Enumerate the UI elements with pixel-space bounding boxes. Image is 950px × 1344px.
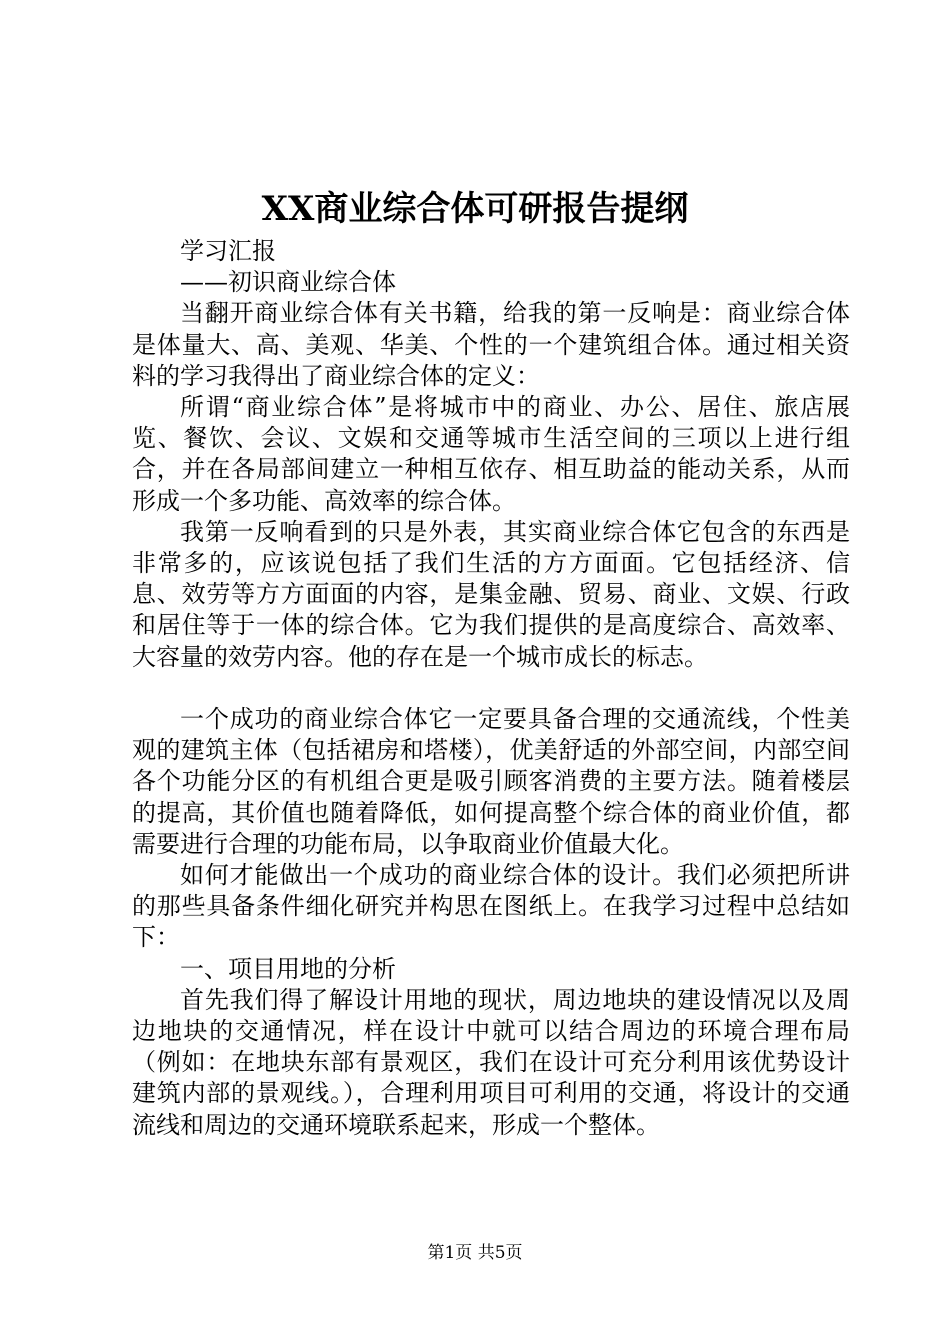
paragraph: 所谓“商业综合体”是将城市中的商业、办公、居住、旅店展览、餐饮、会议、文娱和交通等城市生活空间的三项以上进行组合，并在各局部间建立一种相互依存、相互助益的能动关系，从而形成一个多功能、高效率的综合体。 xyxy=(132,393,850,515)
paragraph-report-label: 学习汇报 xyxy=(180,237,276,265)
paragraph: 如何才能做出一个成功的商业综合体的设计。我们必须把所讲的那些具备条件细化研究并构思在图纸上。在我学习过程中总结如下： xyxy=(132,861,850,952)
paragraph: 我第一反响看到的只是外表，其实商业综合体它包含的东西是非常多的，应该说包括了我们生活的方方面面。它包括经济、信息、效劳等方方面面的内容，是集金融、贸易、商业、文娱、行政和居住等于一体的综合体。它为我们提供的是高度综合、高效率、大容量的效劳内容。他的存在是一个城市成长的标志。 xyxy=(132,517,850,671)
page-footer: 第1页 共5页 xyxy=(427,1243,523,1263)
paragraph: 一个成功的商业综合体它一定要具备合理的交通流线，个性美观的建筑主体（包括裙房和塔楼），优美舒适的外部空间，内部空间各个功能分区的有机组合更是吸引顾客消费的主要方法。随着楼层的提高，其价值也随着降低，如何提高整个综合体的商业价值，都需要进行合理的功能布局，以争取商业价值最大化。 xyxy=(132,705,850,858)
section-heading: 一、项目用地的分析 xyxy=(180,954,396,983)
blank-line xyxy=(132,673,850,704)
paragraph: 首先我们得了解设计用地的现状，周边地块的建设情况以及周边地块的交通情况，样在设计中就可以结合周边的环境合理布局（例如：在地块东部有景观区，我们在设计可充分利用该优势设计建筑内部的景观线。），合理利用项目可利用的交通，将设计的交通流线和周边的交通环境联系起来，形成一个整体。 xyxy=(132,985,850,1139)
document-title: XX商业综合体可研报告提纲 xyxy=(261,189,689,229)
paragraph-subtitle: ——初识商业综合体 xyxy=(180,268,396,297)
paragraph: 当翻开商业综合体有关书籍，给我的第一反响是：商业综合体是体量大、高、美观、华美、个性的一个建筑组合体。通过相关资料的学习我得出了商业综合体的定义： xyxy=(132,299,850,390)
document-body xyxy=(132,236,850,1141)
